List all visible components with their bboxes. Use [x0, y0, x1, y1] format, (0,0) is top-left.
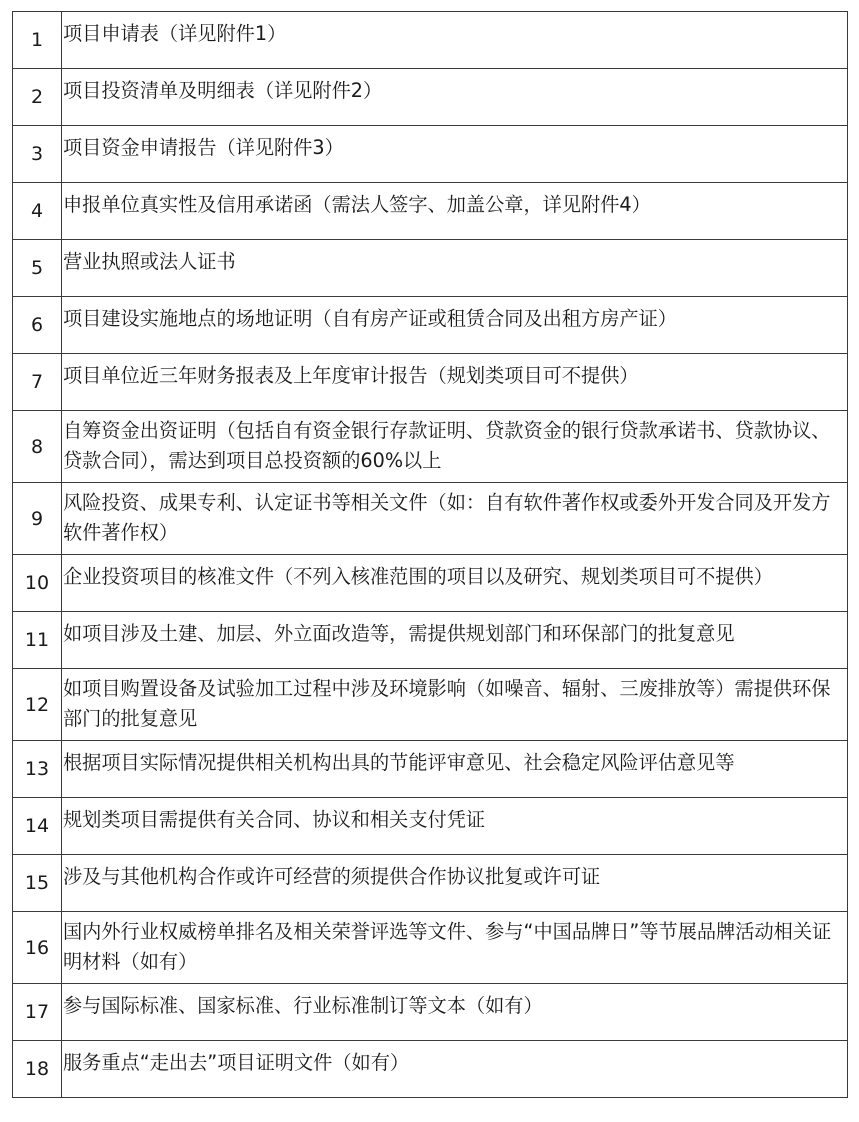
- row-number: 12: [13, 669, 62, 741]
- row-number: 7: [13, 354, 62, 411]
- table-row: [13, 1041, 848, 1098]
- row-text: 规划类项目需提供有关合同、协议和相关支付凭证: [63, 808, 486, 831]
- table-row: [13, 984, 848, 1041]
- row-text: 自筹资金出资证明（包括自有资金银行存款证明、贷款资金的银行贷款承诺书、贷款协议、贷款合同），需达到项目总投资额的60%以上: [63, 419, 831, 472]
- row-text-cell: [62, 669, 848, 741]
- row-text-cell: [62, 354, 848, 411]
- row-number: 10: [13, 555, 62, 612]
- row-number: 3: [13, 126, 62, 183]
- row-number: 8: [13, 411, 62, 483]
- row-number: 6: [13, 297, 62, 354]
- row-text-cell: [62, 555, 848, 612]
- row-text: 根据项目实际情况提供相关机构出具的节能评审意见、社会稳定风险评估意见等: [63, 751, 735, 774]
- row-text-cell: [62, 1041, 848, 1098]
- table-row: [13, 912, 848, 984]
- row-number: 17: [13, 984, 62, 1041]
- row-text: 项目资金申请报告（详见附件3）: [63, 136, 344, 159]
- row-text-cell: [62, 69, 848, 126]
- row-number: 13: [13, 741, 62, 798]
- row-number: 2: [13, 69, 62, 126]
- row-text: 涉及与其他机构合作或许可经营的须提供合作协议批复或许可证: [63, 865, 601, 888]
- table-row: [13, 297, 848, 354]
- row-text: 申报单位真实性及信用承诺函（需法人签字、加盖公章，详见附件4）: [63, 193, 651, 216]
- row-number: 18: [13, 1041, 62, 1098]
- table-row: [13, 411, 848, 483]
- table-row: [13, 855, 848, 912]
- row-text: 项目申请表（详见附件1）: [63, 22, 287, 45]
- materials-table: [12, 11, 848, 1098]
- row-text-cell: [62, 612, 848, 669]
- row-number: 15: [13, 855, 62, 912]
- row-text: 参与国际标准、国家标准、行业标准制订等文本（如有）: [63, 994, 543, 1017]
- row-text-cell: [62, 126, 848, 183]
- table-row: [13, 612, 848, 669]
- row-text-cell: [62, 240, 848, 297]
- table-row: [13, 240, 848, 297]
- row-text-cell: [62, 912, 848, 984]
- table-row: [13, 12, 848, 69]
- row-number: 4: [13, 183, 62, 240]
- row-text: 项目单位近三年财务报表及上年度审计报告（规划类项目可不提供）: [63, 364, 639, 387]
- table-row: [13, 183, 848, 240]
- row-text-cell: [62, 741, 848, 798]
- row-text-cell: [62, 483, 848, 555]
- table-row: [13, 126, 848, 183]
- row-text-cell: [62, 855, 848, 912]
- row-text: 风险投资、成果专利、认定证书等相关文件（如：自有软件著作权或委外开发合同及开发方软件著作权）: [63, 491, 831, 544]
- row-number: 16: [13, 912, 62, 984]
- row-text: 服务重点“走出去”项目证明文件（如有）: [63, 1051, 410, 1074]
- table-row: [13, 354, 848, 411]
- table-row: [13, 669, 848, 741]
- table-row: [13, 483, 848, 555]
- row-text-cell: [62, 984, 848, 1041]
- row-text-cell: [62, 411, 848, 483]
- row-number: 11: [13, 612, 62, 669]
- row-text-cell: [62, 297, 848, 354]
- row-text: 如项目购置设备及试验加工过程中涉及环境影响（如噪音、辐射、三废排放等）需提供环保部门的批复意见: [63, 677, 831, 730]
- row-text-cell: [62, 798, 848, 855]
- row-number: 14: [13, 798, 62, 855]
- row-text: 项目投资清单及明细表（详见附件2）: [63, 79, 383, 102]
- row-number: 9: [13, 483, 62, 555]
- table-row: [13, 69, 848, 126]
- row-text: 营业执照或法人证书: [63, 250, 236, 273]
- table-row: [13, 798, 848, 855]
- row-text: 企业投资项目的核准文件（不列入核准范围的项目以及研究、规划类项目可不提供）: [63, 565, 773, 588]
- table-row: [13, 555, 848, 612]
- row-text: 国内外行业权威榜单排名及相关荣誉评选等文件、参与“中国品牌日”等节展品牌活动相关证明材料（如有）: [63, 920, 832, 973]
- row-text: 如项目涉及土建、加层、外立面改造等，需提供规划部门和环保部门的批复意见: [63, 622, 735, 645]
- row-number: 5: [13, 240, 62, 297]
- table-row: [13, 741, 848, 798]
- row-number: 1: [13, 12, 62, 69]
- row-text-cell: [62, 183, 848, 240]
- row-text-cell: [62, 12, 848, 69]
- row-text: 项目建设实施地点的场地证明（自有房产证或租赁合同及出租方房产证）: [63, 307, 677, 330]
